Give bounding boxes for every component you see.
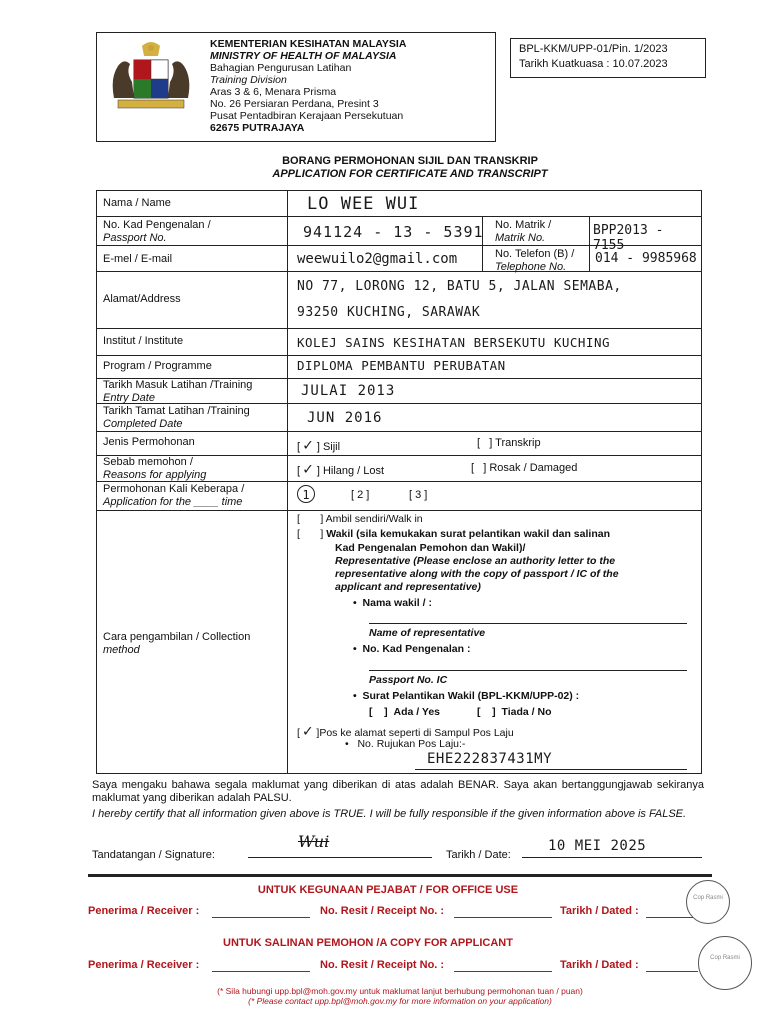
footer-line-english: (* Please contact upp.bpl@moh.gov.my for more information on your application) — [248, 996, 552, 1006]
post-delivery-checkbox[interactable]: [ ✓ ]Pos ke alamat seperti di Sampul Pos Laju — [297, 721, 514, 740]
official-stamp-circle — [686, 880, 730, 924]
completed-date-label-english: Completed Date — [103, 418, 183, 430]
phone-number-field[interactable]: 014 - 9985968 — [595, 251, 697, 266]
completed-date-label-malay: Tarikh Tamat Latihan /Training — [103, 405, 250, 417]
copy-date-label: Tarikh / Dated : — [560, 959, 639, 971]
email-label: E-mel / E-mail — [103, 253, 173, 265]
declaration-malay: Saya mengaku bahawa segala maklumat yang diberikan di atas adalah BENAR. Saya akan bertanggungjawab sekiranya maklumat yang diberikan adalah PALSU. — [92, 779, 704, 804]
representative-name-label: Nama wakil / : — [362, 597, 432, 609]
third-time-option[interactable]: [ 3 ] — [409, 489, 428, 501]
office-date-label: Tarikh / Dated : — [560, 905, 639, 917]
office-use-heading: UNTUK KEGUNAAN PEJABAT / FOR OFFICE USE — [257, 884, 519, 896]
walk-in-checkbox[interactable]: [ ] Ambil sendiri/Walk in — [297, 513, 423, 525]
ministry-address — [210, 38, 406, 134]
ministry-name-english: MINISTRY OF HEALTH OF MALAYSIA — [210, 50, 397, 62]
representative-note-line: applicant and representative) — [335, 581, 481, 593]
copy-receiver-label: Penerima / Receiver : — [88, 959, 200, 971]
representative-name-english: Name of representative — [369, 627, 486, 639]
address-line: Pusat Pentadbiran Kerajaan Persekutuan — [210, 110, 404, 122]
matric-label — [495, 219, 551, 245]
representative-ic-field[interactable] — [369, 670, 687, 671]
footer-line-malay: (* Sila hubungi upp.bpl@moh.gov.my untuk maklumat lanjut berhubung permohonan tuan / puan) — [217, 986, 583, 996]
coat-of-arms-icon — [104, 38, 198, 114]
office-receipt-label: No. Resit / Receipt No. : — [320, 905, 445, 917]
title-english: APPLICATION FOR CERTIFICATE AND TRANSCRIPT — [272, 168, 548, 180]
letter-no-checkbox[interactable]: [ ] Tiada / No — [477, 706, 552, 718]
completed-date-label — [103, 405, 250, 431]
reason-label-english: Reasons for applying — [103, 469, 207, 481]
official-stamp-text: Cop Rasmi — [693, 895, 723, 901]
office-date-field[interactable] — [646, 917, 698, 918]
signature-label: Tandatangan / Signature: — [92, 849, 215, 861]
ic-label-english: Passport No. — [103, 232, 167, 244]
date-label: Tarikh / Date: — [446, 849, 511, 861]
entry-date-label — [103, 379, 252, 405]
division-english: Training Division — [210, 74, 287, 86]
effective-date: Tarikh Kuatkuasa : 10.07.2023 — [519, 58, 668, 70]
collection-method-label-text: Cara pengambilan / Collection — [103, 631, 251, 643]
letter-no-label: Tiada / No — [501, 706, 552, 718]
division-malay: Bahagian Pengurusan Latihan — [210, 62, 352, 74]
signature-line — [248, 857, 432, 858]
email-field[interactable]: weewuilo2@gmail.com — [297, 251, 458, 267]
ministry-name-malay: KEMENTERIAN KESIHATAN MALAYSIA — [210, 38, 407, 50]
second-time-option[interactable]: [ 2 ] — [351, 489, 370, 501]
post-reference-label: No. Rujukan Pos Laju:- — [357, 738, 466, 750]
representative-label: Wakil (sila kemukakan surat pelantikan wakil dan salinan — [326, 528, 610, 540]
check-mark-icon: ✓ — [303, 435, 314, 454]
post-reference-item: • No. Rujukan Pos Laju:- — [345, 738, 466, 750]
copy-receipt-label: No. Resit / Receipt No. : — [320, 959, 445, 971]
representative-ic-item: • No. Kad Pengenalan : — [353, 643, 471, 655]
application-count-label-malay: Permohonan Kali Keberapa / — [103, 483, 245, 495]
reference-box — [510, 38, 706, 78]
address-line-1-field[interactable]: NO 77, LORONG 12, BATU 5, JALAN SEMABA, — [297, 279, 622, 294]
representative-checkbox[interactable]: [ ] Wakil (sila kemukakan surat pelantikan wakil dan salinan — [297, 528, 610, 540]
collection-method-label — [103, 631, 250, 657]
reason-label — [103, 456, 206, 482]
postcode-line: 62675 PUTRAJAYA — [210, 122, 305, 134]
first-time-value: 1 — [302, 488, 310, 502]
form-reference-code: BPL-KKM/UPP-01/Pin. 1/2023 — [519, 43, 668, 55]
post-reference-underline — [415, 769, 687, 770]
office-receiver-label: Penerima / Receiver : — [88, 905, 200, 917]
application-count-label-english: Application for the ____ time — [103, 496, 243, 508]
certificate-option-label: Sijil — [322, 441, 341, 453]
representative-ic-label: No. Kad Pengenalan : — [362, 643, 471, 655]
letter-yes-checkbox[interactable]: [ ] Ada / Yes — [369, 706, 441, 718]
application-count-label — [103, 483, 244, 509]
ic-number-field[interactable]: 941124 - 13 - 5391 — [303, 223, 484, 241]
section-separator — [88, 874, 712, 877]
representative-note — [335, 542, 619, 594]
lost-option-label: Hilang / Lost — [322, 465, 385, 477]
collection-method-label-english: method — [103, 644, 140, 656]
entry-date-label-english: Entry Date — [103, 392, 155, 404]
representative-name-item: • Nama wakil / : — [353, 597, 432, 609]
date-field[interactable]: 10 MEI 2025 — [548, 838, 647, 854]
application-type-label: Jenis Permohonan — [103, 436, 195, 448]
representative-note-line: representative along with the copy of passport / IC of the — [335, 568, 619, 580]
application-form-table — [96, 190, 702, 774]
certificate-checkbox[interactable]: [ ✓ ] Sijil — [297, 435, 341, 454]
representative-note-line: Kad Pengenalan Pemohon dan Wakil)/ — [335, 542, 526, 554]
post-reference-field[interactable]: EHE222837431MY — [427, 751, 553, 767]
copy-date-field[interactable] — [646, 971, 698, 972]
letter-yes-label: Ada / Yes — [393, 706, 441, 718]
programme-field[interactable]: DIPLOMA PEMBANTU PERUBATAN — [297, 358, 506, 373]
transcript-option-label: Transkrip — [495, 437, 541, 449]
copy-receiver-field[interactable] — [212, 971, 310, 972]
representative-ic-english: Passport No. IC — [369, 674, 448, 686]
footer-note — [150, 986, 650, 1006]
signature-field[interactable]: Wui — [298, 832, 330, 851]
appointment-letter-item: • Surat Pelantikan Wakil (BPL-KKM/UPP-02) : — [353, 690, 580, 702]
completed-date-field[interactable]: JUN 2016 — [307, 410, 383, 426]
entry-date-label-malay: Tarikh Masuk Latihan /Training — [103, 379, 253, 391]
representative-note-line: Representative (Please enclose an authority letter to the — [335, 555, 616, 567]
walk-in-label: Ambil sendiri/Walk in — [325, 513, 423, 525]
check-mark-icon: ✓ — [302, 721, 314, 740]
entry-date-field[interactable]: JULAI 2013 — [301, 383, 396, 399]
transcript-checkbox[interactable]: [ ] Transkrip — [477, 437, 541, 449]
office-receiver-field[interactable] — [212, 917, 310, 918]
form-title — [96, 155, 724, 181]
damaged-checkbox[interactable]: [ ] Rosak / Damaged — [471, 462, 578, 474]
institute-label: Institut / Institute — [103, 335, 184, 347]
phone-label-malay: No. Telefon (B) / — [495, 248, 575, 260]
appointment-letter-label: Surat Pelantikan Wakil (BPL-KKM/UPP-02) : — [362, 690, 580, 702]
name-field[interactable]: LO WEE WUI — [307, 194, 420, 214]
phone-label — [495, 248, 574, 274]
address-line-2-field[interactable]: 93250 KUCHING, SARAWAK — [297, 305, 481, 320]
name-label: Nama / Name — [103, 197, 171, 209]
check-mark-icon: ✓ — [303, 459, 314, 478]
lost-checkbox[interactable]: [ ✓ ] Hilang / Lost — [297, 459, 385, 478]
address-line: No. 26 Persiaran Perdana, Presint 3 — [210, 98, 379, 110]
ic-label — [103, 219, 211, 245]
applicant-copy-heading: UNTUK SALINAN PEMOHON /A COPY FOR APPLICANT — [223, 937, 513, 949]
damaged-option-label: Rosak / Damaged — [489, 462, 578, 474]
address-label: Alamat/Address — [103, 293, 181, 305]
phone-label-english: Telephone No. — [495, 261, 567, 273]
first-time-circled-option[interactable] — [297, 485, 315, 503]
reason-label-malay: Sebab memohon / — [103, 456, 193, 468]
matric-label-malay: No. Matrik / — [495, 219, 552, 231]
ic-label-malay: No. Kad Pengenalan / — [103, 219, 211, 231]
programme-label: Program / Programme — [103, 360, 212, 372]
title-malay: BORANG PERMOHONAN SIJIL DAN TRANSKRIP — [282, 155, 538, 167]
matric-number-field[interactable]: BPP2013 - 7155 — [593, 223, 664, 253]
date-line — [522, 857, 702, 858]
copy-receipt-field[interactable] — [454, 971, 552, 972]
address-line: Aras 3 & 6, Menara Prisma — [210, 86, 337, 98]
institute-field[interactable]: KOLEJ SAINS KESIHATAN BERSEKUTU KUCHING — [297, 335, 610, 350]
representative-name-field[interactable] — [369, 623, 687, 624]
office-receipt-field[interactable] — [454, 917, 552, 918]
official-stamp-text: Cop Rasmi — [710, 955, 740, 961]
matric-label-english: Matrik No. — [495, 232, 546, 244]
official-stamp-circle — [698, 936, 752, 990]
post-delivery-label: Pos ke alamat seperti di Sampul Pos Laju — [319, 727, 514, 739]
declaration-english: I hereby certify that all information given above is TRUE. I will be fully responsible if the given information above is FALSE. — [92, 808, 687, 820]
